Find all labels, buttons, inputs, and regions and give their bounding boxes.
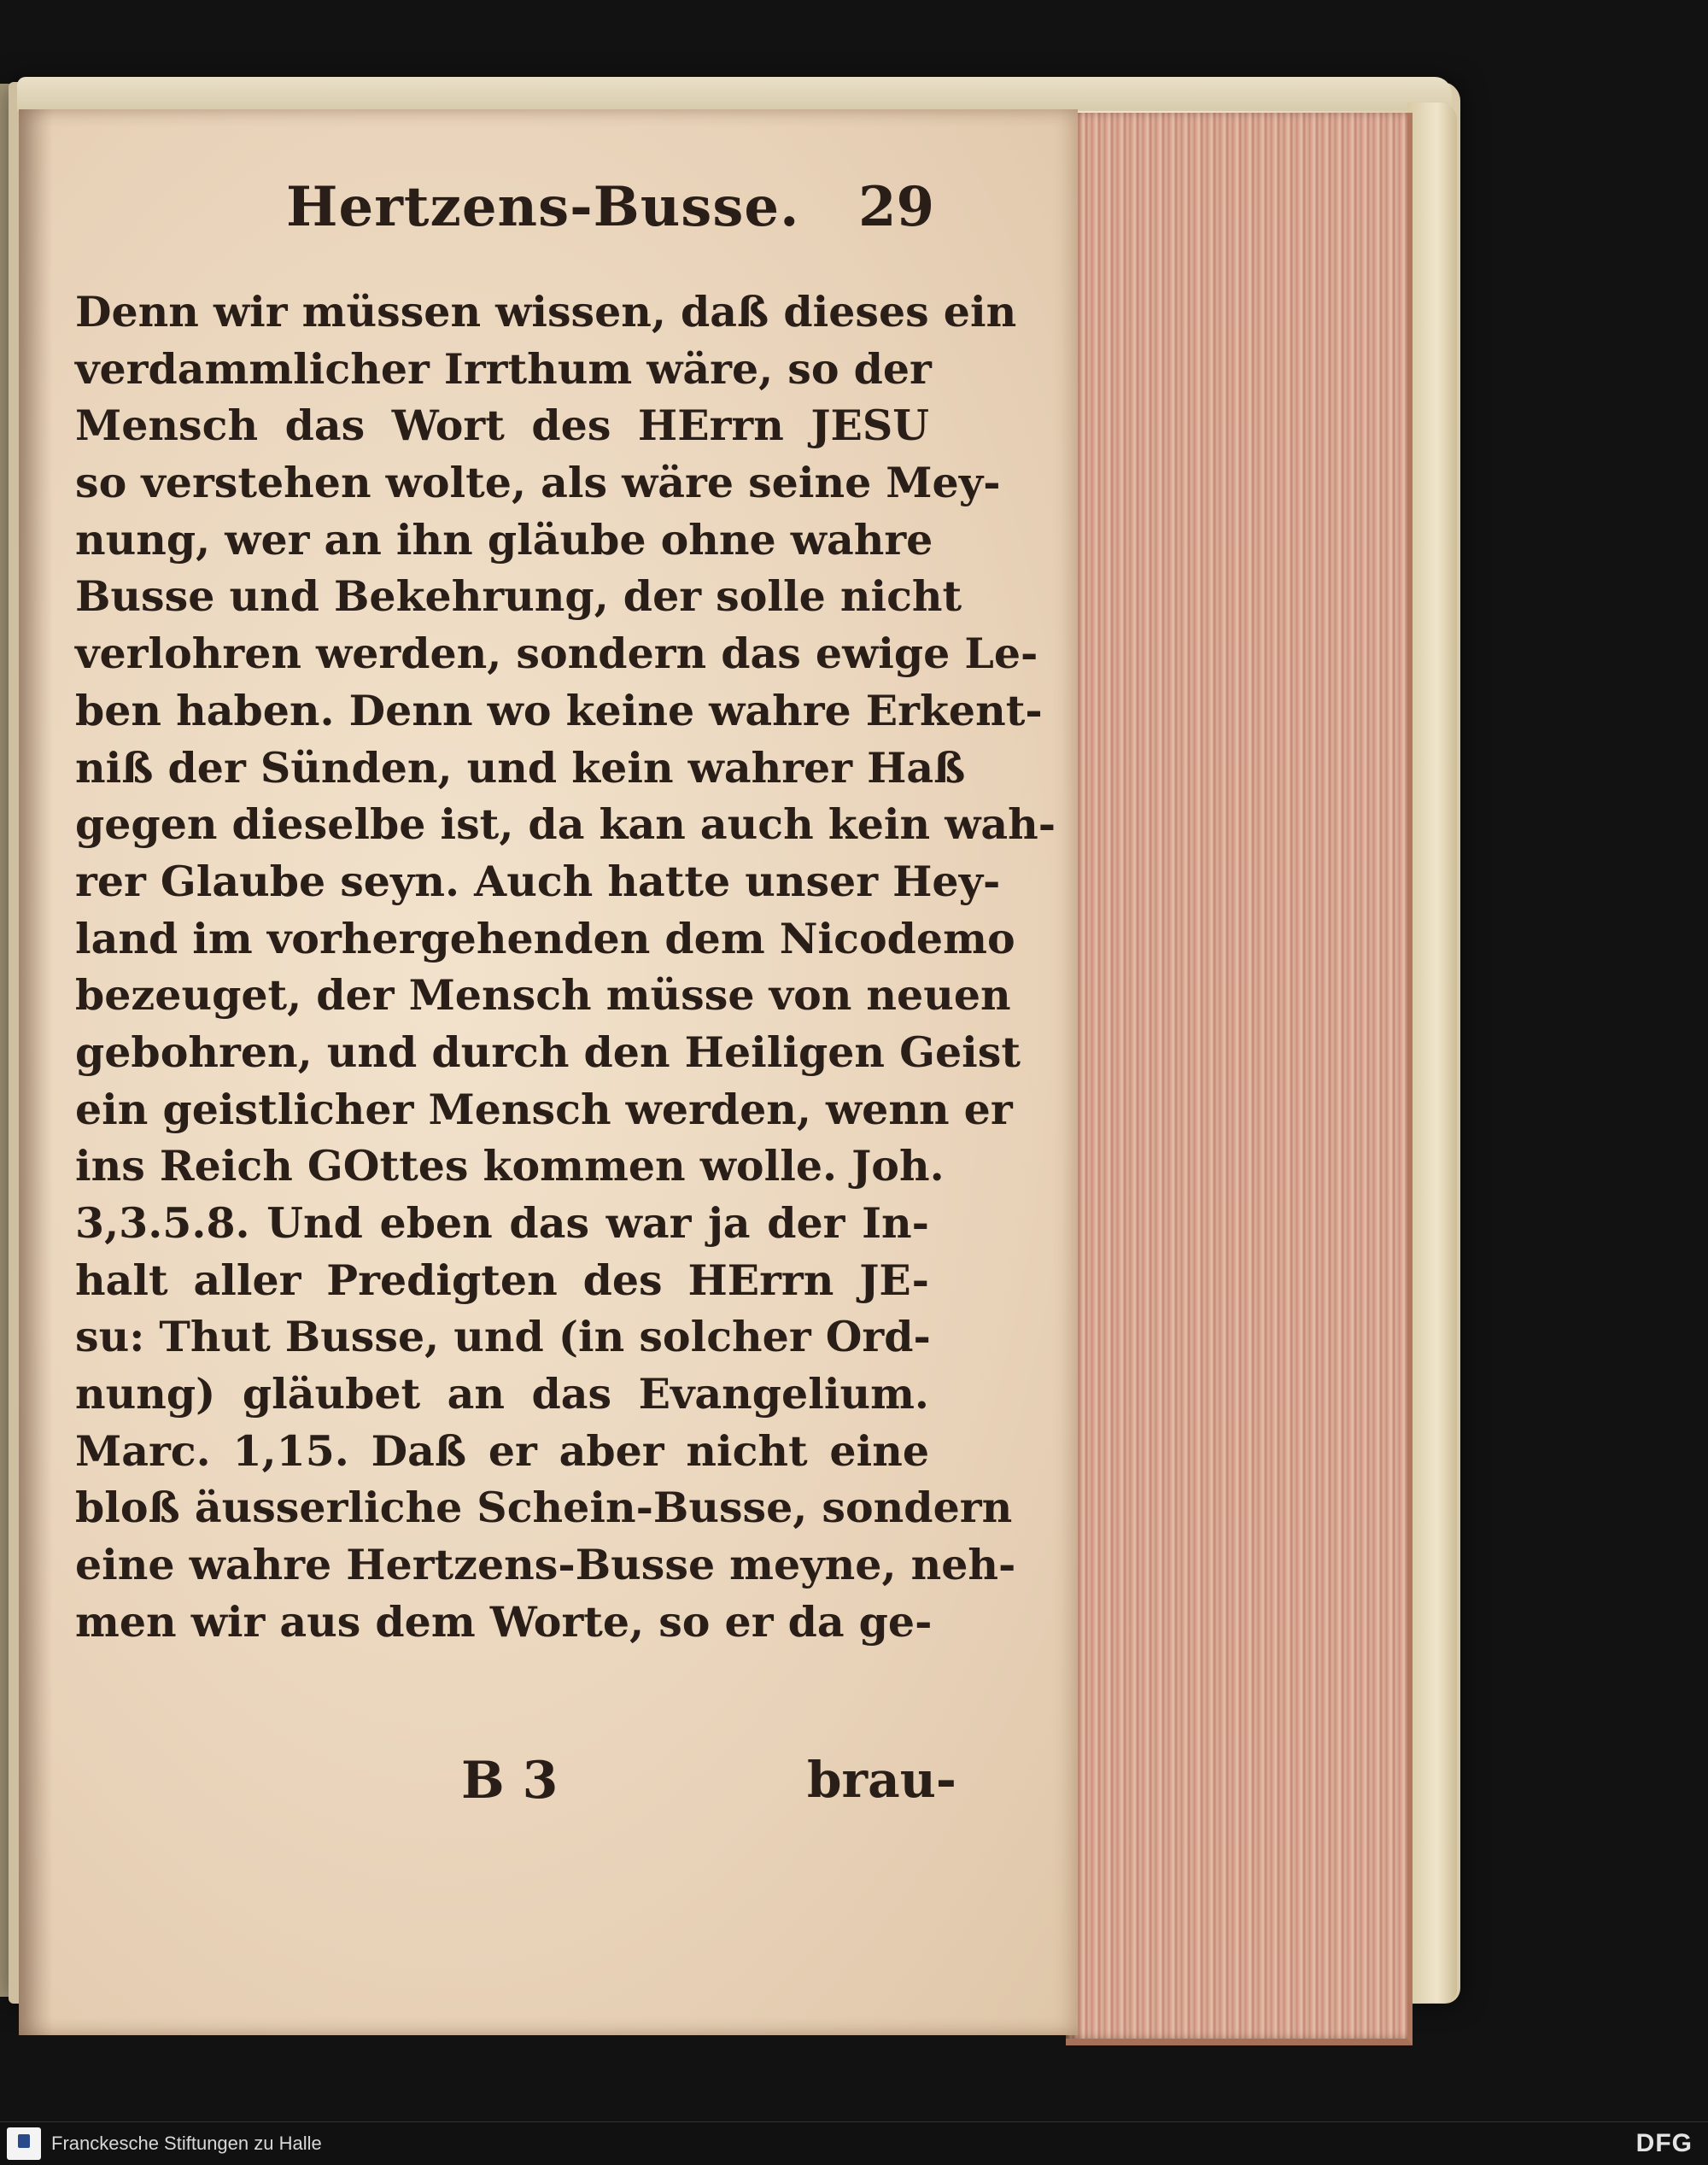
text-line: ins Reich GOttes kommen wolle. Joh. bbox=[75, 1141, 945, 1191]
text-line: halt aller Predigten des HErrn JE- bbox=[75, 1255, 929, 1305]
signature-mark: B 3 bbox=[461, 1751, 559, 1811]
text-line: land im vorhergehenden dem Nicodemo bbox=[75, 913, 1015, 963]
text-line: Denn wir müssen wissen, daß dieses ein bbox=[75, 287, 1017, 336]
text-line: bezeuget, der Mensch müsse von neuen bbox=[75, 970, 1011, 1021]
text-line: Marc. 1,15. Daß er aber nicht eine bbox=[75, 1425, 929, 1476]
text-line: 3,3.5.8. Und eben das war ja der In- bbox=[75, 1198, 929, 1248]
book-cover-right bbox=[1407, 102, 1457, 2003]
text-line: niß der Sünden, und kein wahrer Haß bbox=[75, 742, 966, 793]
institution-logo-icon bbox=[7, 2127, 41, 2160]
text-line: gegen dieselbe ist, da kan auch kein wah- bbox=[75, 799, 1056, 850]
dfg-badge: DFG bbox=[1635, 2129, 1693, 2157]
institution-name: Franckesche Stiftungen zu Halle bbox=[51, 2133, 322, 2154]
text-line: so verstehen wolte, als wäre seine Mey- bbox=[75, 458, 1001, 508]
text-line: ben haben. Denn wo keine wahre Erkent- bbox=[75, 685, 1043, 735]
footer-bar bbox=[0, 2121, 1708, 2165]
body-text bbox=[75, 284, 1056, 1651]
catchword: brau- bbox=[807, 1751, 956, 1809]
text-line: su: Thut Busse, und (in solcher Ord- bbox=[75, 1312, 931, 1362]
text-line: men wir aus dem Worte, so er da ge- bbox=[75, 1596, 933, 1647]
text-line: rer Glaube seyn. Auch hatte unser Hey- bbox=[75, 856, 1001, 906]
text-line: ein geistlicher Mensch werden, wenn er bbox=[75, 1084, 1013, 1134]
page-number: 29 bbox=[858, 175, 935, 239]
text-line: Mensch das Wort des HErrn JESU bbox=[75, 401, 929, 451]
text-line: nung) gläubet an das Evangelium. bbox=[75, 1369, 929, 1419]
text-line: bloß äusserliche Schein-Busse, sondern bbox=[75, 1483, 1013, 1533]
text-line: Busse und Bekehrung, der solle nicht bbox=[75, 571, 962, 622]
text-line: verlohren werden, sondern das ewige Le- bbox=[75, 629, 1038, 679]
text-line: gebohren, und durch den Heiligen Geist bbox=[75, 1027, 1021, 1077]
text-line: nung, wer an ihn gläube ohne wahre bbox=[75, 514, 933, 565]
running-head: Hertzens-Busse. bbox=[286, 175, 800, 239]
text-line: verdammlicher Irrthum wäre, so der bbox=[75, 343, 932, 394]
book-cover-top bbox=[17, 77, 1452, 111]
page-gutter-shadow bbox=[19, 109, 53, 2035]
page-block-edges bbox=[1066, 113, 1413, 2045]
text-line: eine wahre Hertzens-Busse meyne, neh- bbox=[75, 1540, 1016, 1590]
